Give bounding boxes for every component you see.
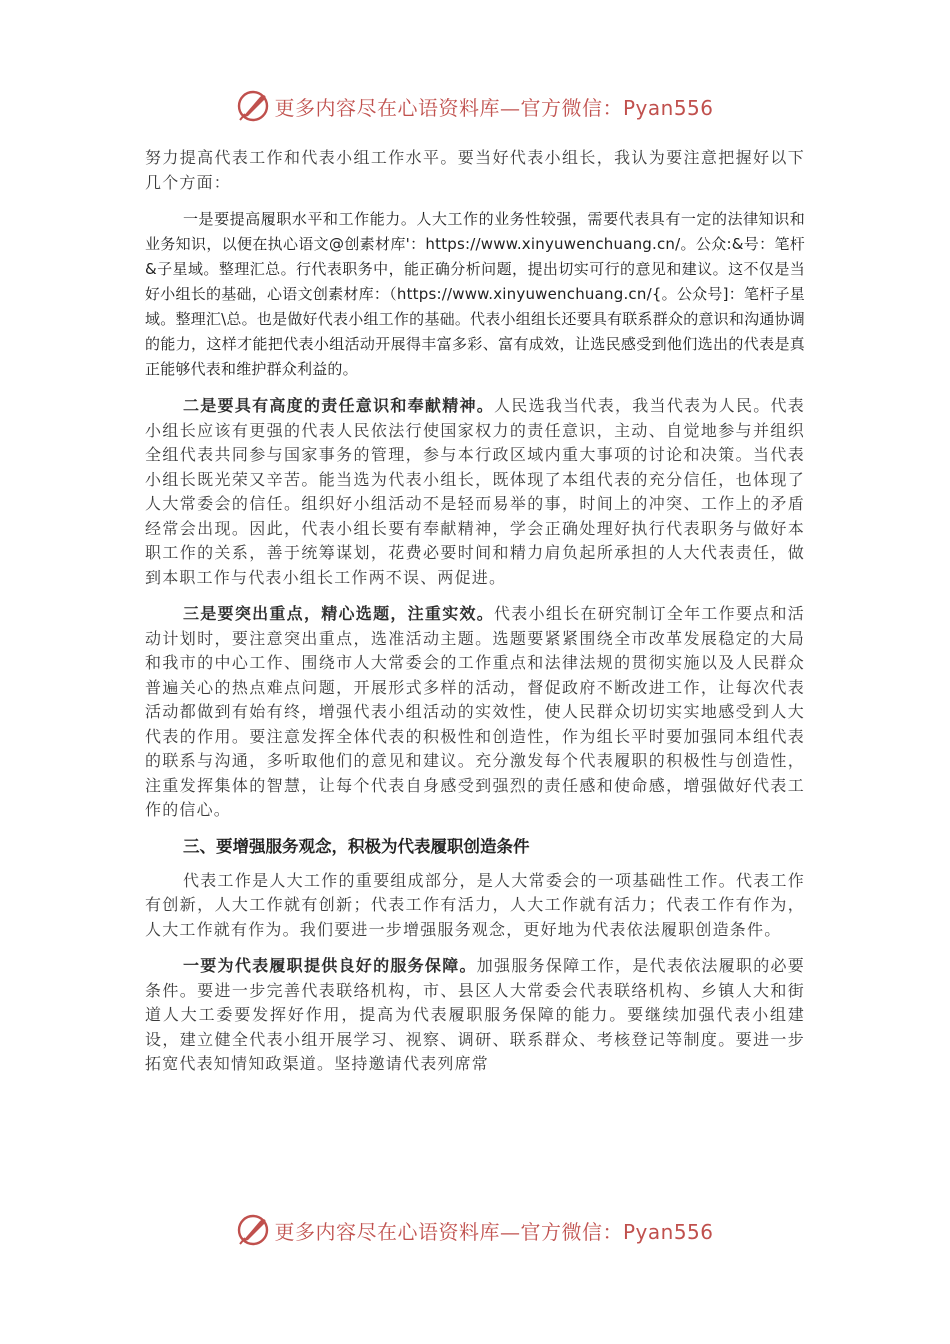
- quill-in-circle-icon: [236, 1213, 270, 1247]
- service-one-heading: 一要为代表履职提供良好的服务保障。: [183, 956, 477, 975]
- header-banner: [0, 86, 950, 126]
- point-three-heading: 三是要突出重点，精心选题，注重实效。: [183, 604, 495, 623]
- paragraph-intro: 努力提高代表工作和代表小组工作水平。要当好代表小组长，我认为要注意把握好以下几个方面：: [145, 148, 805, 192]
- footer-banner-text: 更多内容尽在心语资料库—官方微信：Pyan556: [274, 1219, 714, 1244]
- document-body: [145, 146, 805, 1089]
- paragraph-point-two: 二是要具有高度的责任意识和奉献精神。人民选我当代表，我当代表为人民。代表小组长应该有更强的代表人民依法行使国家权力的责任意识，主动、自觉地参与并组织全组代表共同参与国家事务的管理，参与本行政区域内重大事项的讨论和决策。当代表小组长既光荣又辛苦。能当选为代表小组长，既体现了本组代表的充分信任，也体现了人大常委会的信任。组织好小组活动不是轻而易举的事，时间上的冲突、工作上的矛盾经常会出现。因此，代表小组长要有奉献精神，学会正确处理好执行代表职务与做好本职工作的关系，善于统筹谋划，花费必要时间和精力肩负起所承担的人大代表责任，做到本职工作与代表小组长工作两不误、两促进。: [145, 396, 805, 587]
- paragraph-point-one: 一是要提高履职水平和工作能力。人大工作的业务性较强，需要代表具有一定的法律知识和业务知识，以便在执心语文@创素材库'：https://www.xinyuwenchuang.cn/。公众:&号：笔杆&子星域。整理汇总。行代表职务中，能正确分析问题，提出切实可行的意见和建议。这不仅是当好小组长的基础，心语文创素材库：（https://www.xinyuwenchuang.cn/{。公众号]：笔杆子星域。整理汇\总。也是做好代表小组工作的基础。代表小组组长还要具有联系群众的意识和沟通协调的能力，这样才能把代表小组活动开展得丰富多彩、富有成效，让选民感受到他们选出的代表是真正能够代表和维护群众利益的。: [145, 210, 805, 378]
- footer-banner: [0, 1210, 950, 1250]
- section-heading: 三、要增强服务观念，积极为代表履职创造条件: [183, 836, 530, 856]
- point-two-heading: 二是要具有高度的责任意识和奉献精神。: [183, 396, 495, 415]
- paragraph-point-three: 三是要突出重点，精心选题，注重实效。代表小组长在研究制订全年工作要点和活动计划时，要注意突出重点，选准活动主题。选题要紧紧围绕全市改革发展稳定的大局和我市的中心工作、围绕市人大常委会的工作重点和法律法规的贯彻实施以及人民群众普遍关心的热点难点问题，开展形式多样的活动，督促政府不断改进工作，让每次代表活动都做到有始有终，增强代表小组活动的实效性，使人民群众切切实实地感受到人大代表的作用。要注意发挥全体代表的积极性和创造性，作为组长平时要加强同本组代表的联系与沟通，多听取他们的意见和建议。充分激发每个代表履职的积极性与创造性，注重发挥集体的智慧，让每个代表自身感受到强烈的责任感和使命感，增强做好代表工作的信心。: [145, 604, 805, 819]
- quill-in-circle-icon: [236, 89, 270, 123]
- paragraph-service-one: 一要为代表履职提供良好的服务保障。加强服务保障工作，是代表依法履职的必要条件。要进一步完善代表联络机构，市、县区人大常委会代表联络机构、乡镇人大和街道人大工委要发挥好作用，提高为代表履职服务保障的能力。要继续加强代表小组建设，建立健全代表小组开展学习、视察、调研、联系群众、考核登记等制度。要进一步拓宽代表知情知政渠道。坚持邀请代表列席常: [145, 956, 805, 1073]
- paragraph-section-intro: 代表工作是人大工作的重要组成部分，是人大常委会的一项基础性工作。代表工作有创新，人大工作就有创新；代表工作有活力，人大工作就有活力；代表工作有作为，人大工作就有作为。我们要进一步增强服务观念，更好地为代表依法履职创造条件。: [145, 870, 805, 939]
- header-banner-text: 更多内容尽在心语资料库—官方微信：Pyan556: [274, 95, 714, 120]
